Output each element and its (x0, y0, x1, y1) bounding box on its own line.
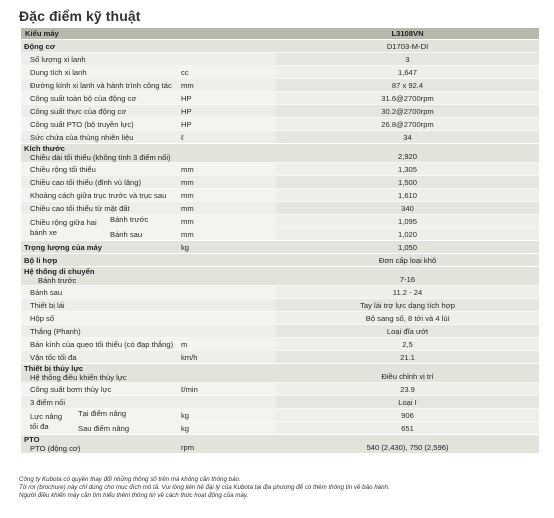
section-label-text: Thiết bị thủy lực (24, 364, 84, 373)
table-row (21, 396, 539, 409)
row-unit: mm (181, 215, 276, 228)
section-clutch (21, 254, 539, 267)
table-row (21, 409, 539, 422)
row-unit (181, 396, 276, 409)
row-value: 21.1 (276, 351, 539, 364)
row-unit: HP (181, 118, 276, 131)
row-value: 1,095 (276, 215, 539, 228)
section-label: Động cơ (21, 40, 276, 53)
row-value: Loại đĩa ướt (276, 325, 539, 338)
lift-p2-label: Sau điểm nâng (78, 424, 130, 433)
lift-p1-label: Tại điểm nâng (78, 409, 127, 418)
row-label: Vận tốc tối đa (21, 351, 181, 364)
row-label: Chiều cao tối thiểu (đỉnh vù lăng) (21, 176, 181, 189)
row-value: 7-16 (276, 267, 539, 286)
row-unit: HP (181, 105, 276, 118)
table-row (21, 105, 539, 118)
section-label (21, 364, 276, 383)
footnote: Người điều khiển máy cần tìm hiểu thêm thông tin về cách thức hoạt động của máy. (19, 492, 249, 499)
section-value: Đơn cấp loại khô (276, 254, 539, 267)
row-label: PTO (động cơ) (30, 444, 81, 453)
row-unit (181, 286, 276, 299)
section-weight (21, 241, 539, 254)
section-label: Trọng lượng của máy (21, 241, 181, 254)
row-label: Thiết bị lái (21, 299, 181, 312)
table-row (21, 383, 539, 396)
row-label: Số lượng xi lanh (21, 53, 181, 66)
table-row (21, 118, 539, 131)
row-value: 2,920 (276, 144, 539, 163)
row-unit (181, 312, 276, 325)
tread-label: Chiều rộng giữa hai bánh xe (30, 217, 97, 237)
table-row (21, 351, 539, 364)
row-label: 3 điểm nối (21, 396, 181, 409)
row-label: Chiều dài tối thiểu (không tính 3 điểm nối) (30, 153, 171, 162)
section-hydraulic (21, 364, 539, 383)
row-value: 1,610 (276, 189, 539, 202)
row-value: Loại I (276, 396, 539, 409)
row-unit: m (181, 338, 276, 351)
row-value: 26.8@2700rpm (276, 118, 539, 131)
table-row (21, 131, 539, 144)
row-value: 11.2 - 24 (276, 286, 539, 299)
row-value: 3 (276, 53, 539, 66)
section-label (21, 267, 276, 286)
footnote: Tờ rơi (brochure) này chỉ dùng cho mục đích mô tả. Vui lòng liên hệ đại lý của Kubota tại địa phương để có thêm thông tin về bảo hành. (19, 484, 390, 491)
row-value: Bộ sang số, 8 tới và 4 lùi (276, 312, 539, 325)
row-label (21, 215, 181, 241)
table-row (21, 202, 539, 215)
table-row (21, 299, 539, 312)
row-value: 1,305 (276, 163, 539, 176)
row-value: 1,020 (276, 228, 539, 241)
row-unit: km/h (181, 351, 276, 364)
table-row (21, 312, 539, 325)
lift-label: Lực nâng tối đa (30, 411, 63, 431)
row-value: 651 (276, 422, 539, 435)
row-value: 34 (276, 131, 539, 144)
row-value: 540 (2,430), 750 (2,596) (276, 435, 539, 454)
row-label: Công suất toàn bộ của động cơ (21, 92, 181, 105)
model-value: L3108VN (276, 28, 539, 40)
tread-rear-label: Bánh sau (110, 230, 143, 239)
row-label: Bán kính của quẹo tối thiểu (có đạp thắng) (21, 338, 181, 351)
row-unit: kg (181, 241, 276, 254)
row-label: Chiều rộng tối thiểu (21, 163, 181, 176)
section-drive (21, 267, 539, 286)
section-label: Bộ li hợp (21, 254, 276, 267)
footnotes (19, 476, 390, 500)
row-label (21, 409, 181, 435)
section-label (21, 435, 181, 454)
table-row (21, 163, 539, 176)
row-unit: mm (181, 202, 276, 215)
section-value: D1703-M-DI (276, 40, 539, 53)
model-label: Kiểu máy (21, 28, 276, 40)
footnote: Công ty Kubota có quyền thay đổi những thông số trên mà không cần thông báo. (19, 476, 241, 483)
row-value: Điều chỉnh vị trí (276, 364, 539, 383)
row-unit (181, 53, 276, 66)
row-unit (181, 325, 276, 338)
row-unit: HP (181, 92, 276, 105)
row-label: Khoảng cách giữa trục trước và trục sau (21, 189, 181, 202)
row-value: 31.6@2700rpm (276, 92, 539, 105)
row-unit: rpm (181, 435, 276, 454)
row-value: 87 x 92.4 (276, 79, 539, 92)
tread-front-label: Bánh trước (110, 215, 149, 224)
table-row (21, 79, 539, 92)
row-value: Tay lái trợ lực dạng tích hợp (276, 299, 539, 312)
row-value: 2,5 (276, 338, 539, 351)
section-value: 1,050 (276, 241, 539, 254)
row-label: Bánh trước (38, 276, 77, 285)
section-pto (21, 435, 539, 454)
row-label: Bánh sau (21, 286, 181, 299)
row-label: Công suất PTO (bộ truyền lực) (21, 118, 181, 131)
section-label-text: Kích thước (24, 144, 65, 153)
section-dimensions (21, 144, 539, 163)
row-label: Sức chứa của thùng nhiên liệu (21, 131, 181, 144)
section-label (21, 144, 276, 163)
table-row (21, 92, 539, 105)
row-unit: mm (181, 176, 276, 189)
table-row (21, 53, 539, 66)
table-row (21, 176, 539, 189)
row-label: Chiều cao tối thiểu từ mặt đất (21, 202, 181, 215)
row-label: Hộp số (21, 312, 181, 325)
row-unit (181, 299, 276, 312)
row-unit: ℓ/min (181, 383, 276, 396)
row-unit: mm (181, 79, 276, 92)
table-row (21, 66, 539, 79)
row-unit: cc (181, 66, 276, 79)
row-unit: kg (181, 409, 276, 422)
table-row (21, 286, 539, 299)
row-unit: ℓ (181, 131, 276, 144)
row-label: Hệ thống điều khiển thủy lực (30, 373, 127, 382)
row-label: Dung tích xi lanh (21, 66, 181, 79)
row-label: Công suất thực của động cơ (21, 105, 181, 118)
section-label-text: PTO (24, 435, 40, 444)
row-value: 906 (276, 409, 539, 422)
row-unit: mm (181, 163, 276, 176)
row-label: Đường kính xi lanh và hành trình công tác (21, 79, 181, 92)
section-engine (21, 40, 539, 53)
row-unit: mm (181, 189, 276, 202)
page-title: Đặc điểm kỹ thuật (19, 8, 141, 24)
table-row (21, 338, 539, 351)
section-label-text: Hệ thống di chuyển (24, 267, 95, 276)
row-value: 23.9 (276, 383, 539, 396)
table-row (21, 189, 539, 202)
row-value: 30.2@2700rpm (276, 105, 539, 118)
row-unit: mm (181, 228, 276, 241)
row-value: 340 (276, 202, 539, 215)
table-header (21, 28, 539, 40)
spec-table (21, 28, 539, 453)
table-row (21, 325, 539, 338)
row-value: 1,647 (276, 66, 539, 79)
row-value: 1,500 (276, 176, 539, 189)
row-unit: kg (181, 422, 276, 435)
table-row (21, 215, 539, 228)
row-label: Thắng (Phanh) (21, 325, 181, 338)
row-label: Công suất bơm thủy lực (21, 383, 181, 396)
